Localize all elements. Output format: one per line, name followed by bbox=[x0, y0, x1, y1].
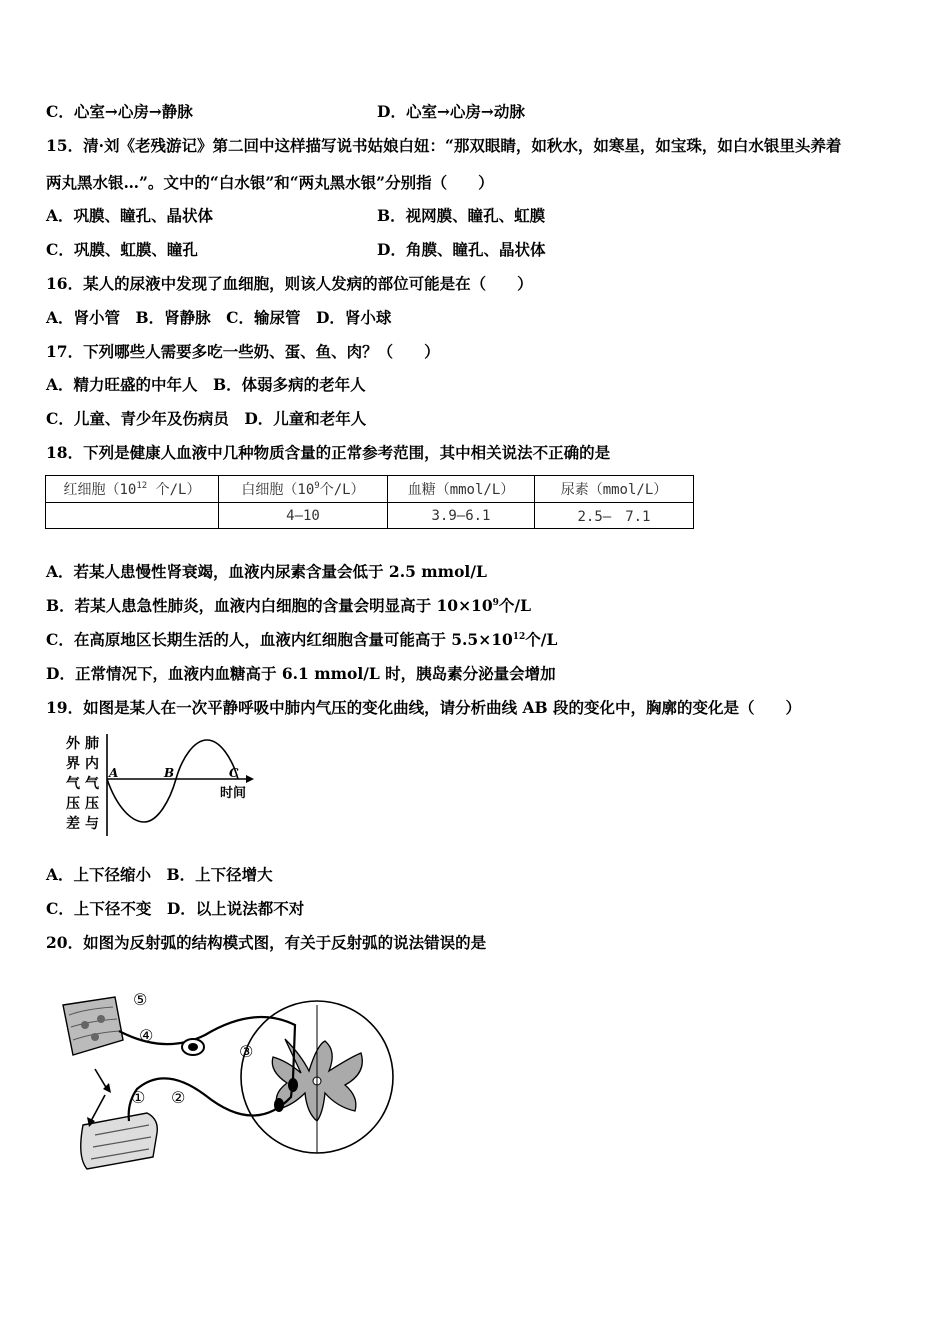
x-axis-label: 时间 bbox=[220, 786, 247, 801]
table-cell: 3.9—6.1 bbox=[388, 503, 535, 529]
reference-range-table bbox=[45, 475, 694, 529]
q15-option-b: B．视网膜、瞳孔、虹膜 bbox=[377, 206, 546, 225]
label-2: ② bbox=[171, 1088, 186, 1107]
ylabel-char: 与 bbox=[85, 816, 99, 832]
point-label-b: B bbox=[164, 766, 175, 780]
ylabel-char: 肺 bbox=[85, 736, 99, 752]
x-axis-arrow bbox=[246, 775, 254, 783]
ylabel-char: 压 bbox=[66, 796, 80, 812]
q16-stem: 16．某人的尿液中发现了血细胞，则该人发病的部位可能是在（ ） bbox=[46, 274, 533, 293]
q18-option-c: C．在高原地区长期生活的人，血液内红细胞含量可能高于 $5.5\times 10^{12}$个/L bbox=[46, 630, 558, 649]
q18-option-b: B．若某人患急性肺炎，血液内白细胞的含量会明显高于 $10\times 10^9$个/L bbox=[46, 596, 531, 615]
q15-option-a: A．巩膜、瞳孔、晶状体 bbox=[46, 206, 214, 225]
table-cell: 4—10 bbox=[219, 503, 388, 529]
ylabel-char: 差 bbox=[66, 816, 80, 832]
label-5: ⑤ bbox=[133, 990, 148, 1009]
q17-stem: 17．下列哪些人需要多吃一些奶、蛋、鱼、肉？（ ） bbox=[46, 342, 440, 361]
q20-stem: 20．如图为反射弧的结构模式图，有关于反射弧的说法错误的是 bbox=[46, 933, 487, 952]
point-label-a: A bbox=[109, 766, 119, 780]
spinal-cord bbox=[241, 1001, 393, 1153]
reflex-arc-figure bbox=[55, 985, 395, 1175]
q18-option-a: A．若某人患慢性肾衰竭，血液内尿素含量会低于 2.5 mmol/L bbox=[46, 562, 487, 581]
pressure-curve-figure bbox=[62, 730, 262, 842]
q17-options-ab: A．精力旺盛的中年人 B．体弱多病的老年人 bbox=[46, 375, 366, 394]
ylabel-char: 气 bbox=[66, 776, 80, 792]
table-cell bbox=[46, 503, 219, 529]
table-header-cell: 血糖（mmol/L） bbox=[388, 476, 535, 503]
table-header-row bbox=[46, 476, 694, 503]
ylabel-char: 压 bbox=[85, 796, 99, 812]
receptor-skin bbox=[63, 997, 123, 1055]
table-header-cell: 白细胞（$10^9$个/L） bbox=[219, 476, 388, 503]
q15-stem-line1: 15．清·刘《老残游记》第二回中这样描写说书姑娘白妞：“那双眼睛，如秋水，如寒星，如宝珠，如白水银里头养着 bbox=[46, 136, 842, 155]
table-row bbox=[46, 503, 694, 529]
label-3: ③ bbox=[239, 1042, 254, 1061]
table-cell: 2.5— 7.1 bbox=[535, 503, 694, 529]
table-header-cell: 红细胞（$10^{12}$ 个/L） bbox=[46, 476, 219, 503]
label-1: ① bbox=[131, 1088, 146, 1107]
q15-stem-line2: 两丸黑水银…”。文中的“白水银”和“两丸黑水银”分别指（ ） bbox=[46, 173, 494, 192]
ylabel-char: 气 bbox=[85, 776, 99, 792]
label-4: ④ bbox=[139, 1026, 154, 1045]
q17-options-cd: C．儿童、青少年及伤病员 D．儿童和老年人 bbox=[46, 409, 367, 428]
q14-option-d: D．心室→心房→动脉 bbox=[377, 102, 525, 121]
q14-option-c: C．心室→心房→静脉 bbox=[46, 102, 193, 121]
point-label-c: C bbox=[229, 766, 239, 780]
q15-option-c: C．巩膜、虹膜、瞳孔 bbox=[46, 240, 198, 259]
q18-option-d: D．正常情况下，血液内血糖高于 6.1 mmol/L 时，胰岛素分泌量会增加 bbox=[46, 664, 556, 683]
q16-options: A．肾小管 B．肾静脉 C．输尿管 D．肾小球 bbox=[46, 308, 392, 327]
table-header-cell: 尿素（mmol/L） bbox=[535, 476, 694, 503]
ylabel-char: 外 bbox=[66, 736, 80, 752]
q19-options-ab: A．上下径缩小 B．上下径增大 bbox=[46, 865, 273, 884]
q19-stem: 19．如图是某人在一次平静呼吸中肺内气压的变化曲线，请分析曲线 AB 段的变化中，胸廓的变化是（ ） bbox=[46, 698, 801, 717]
ylabel-char: 内 bbox=[85, 756, 99, 772]
q15-option-d: D．角膜、瞳孔、晶状体 bbox=[377, 240, 546, 259]
q19-options-cd: C．上下径不变 D．以上说法都不对 bbox=[46, 899, 305, 918]
q18-stem: 18．下列是健康人血液中几种物质含量的正常参考范围，其中相关说法不正确的是 bbox=[46, 443, 611, 462]
ylabel-char: 界 bbox=[66, 756, 80, 772]
pressure-curve bbox=[107, 740, 238, 822]
